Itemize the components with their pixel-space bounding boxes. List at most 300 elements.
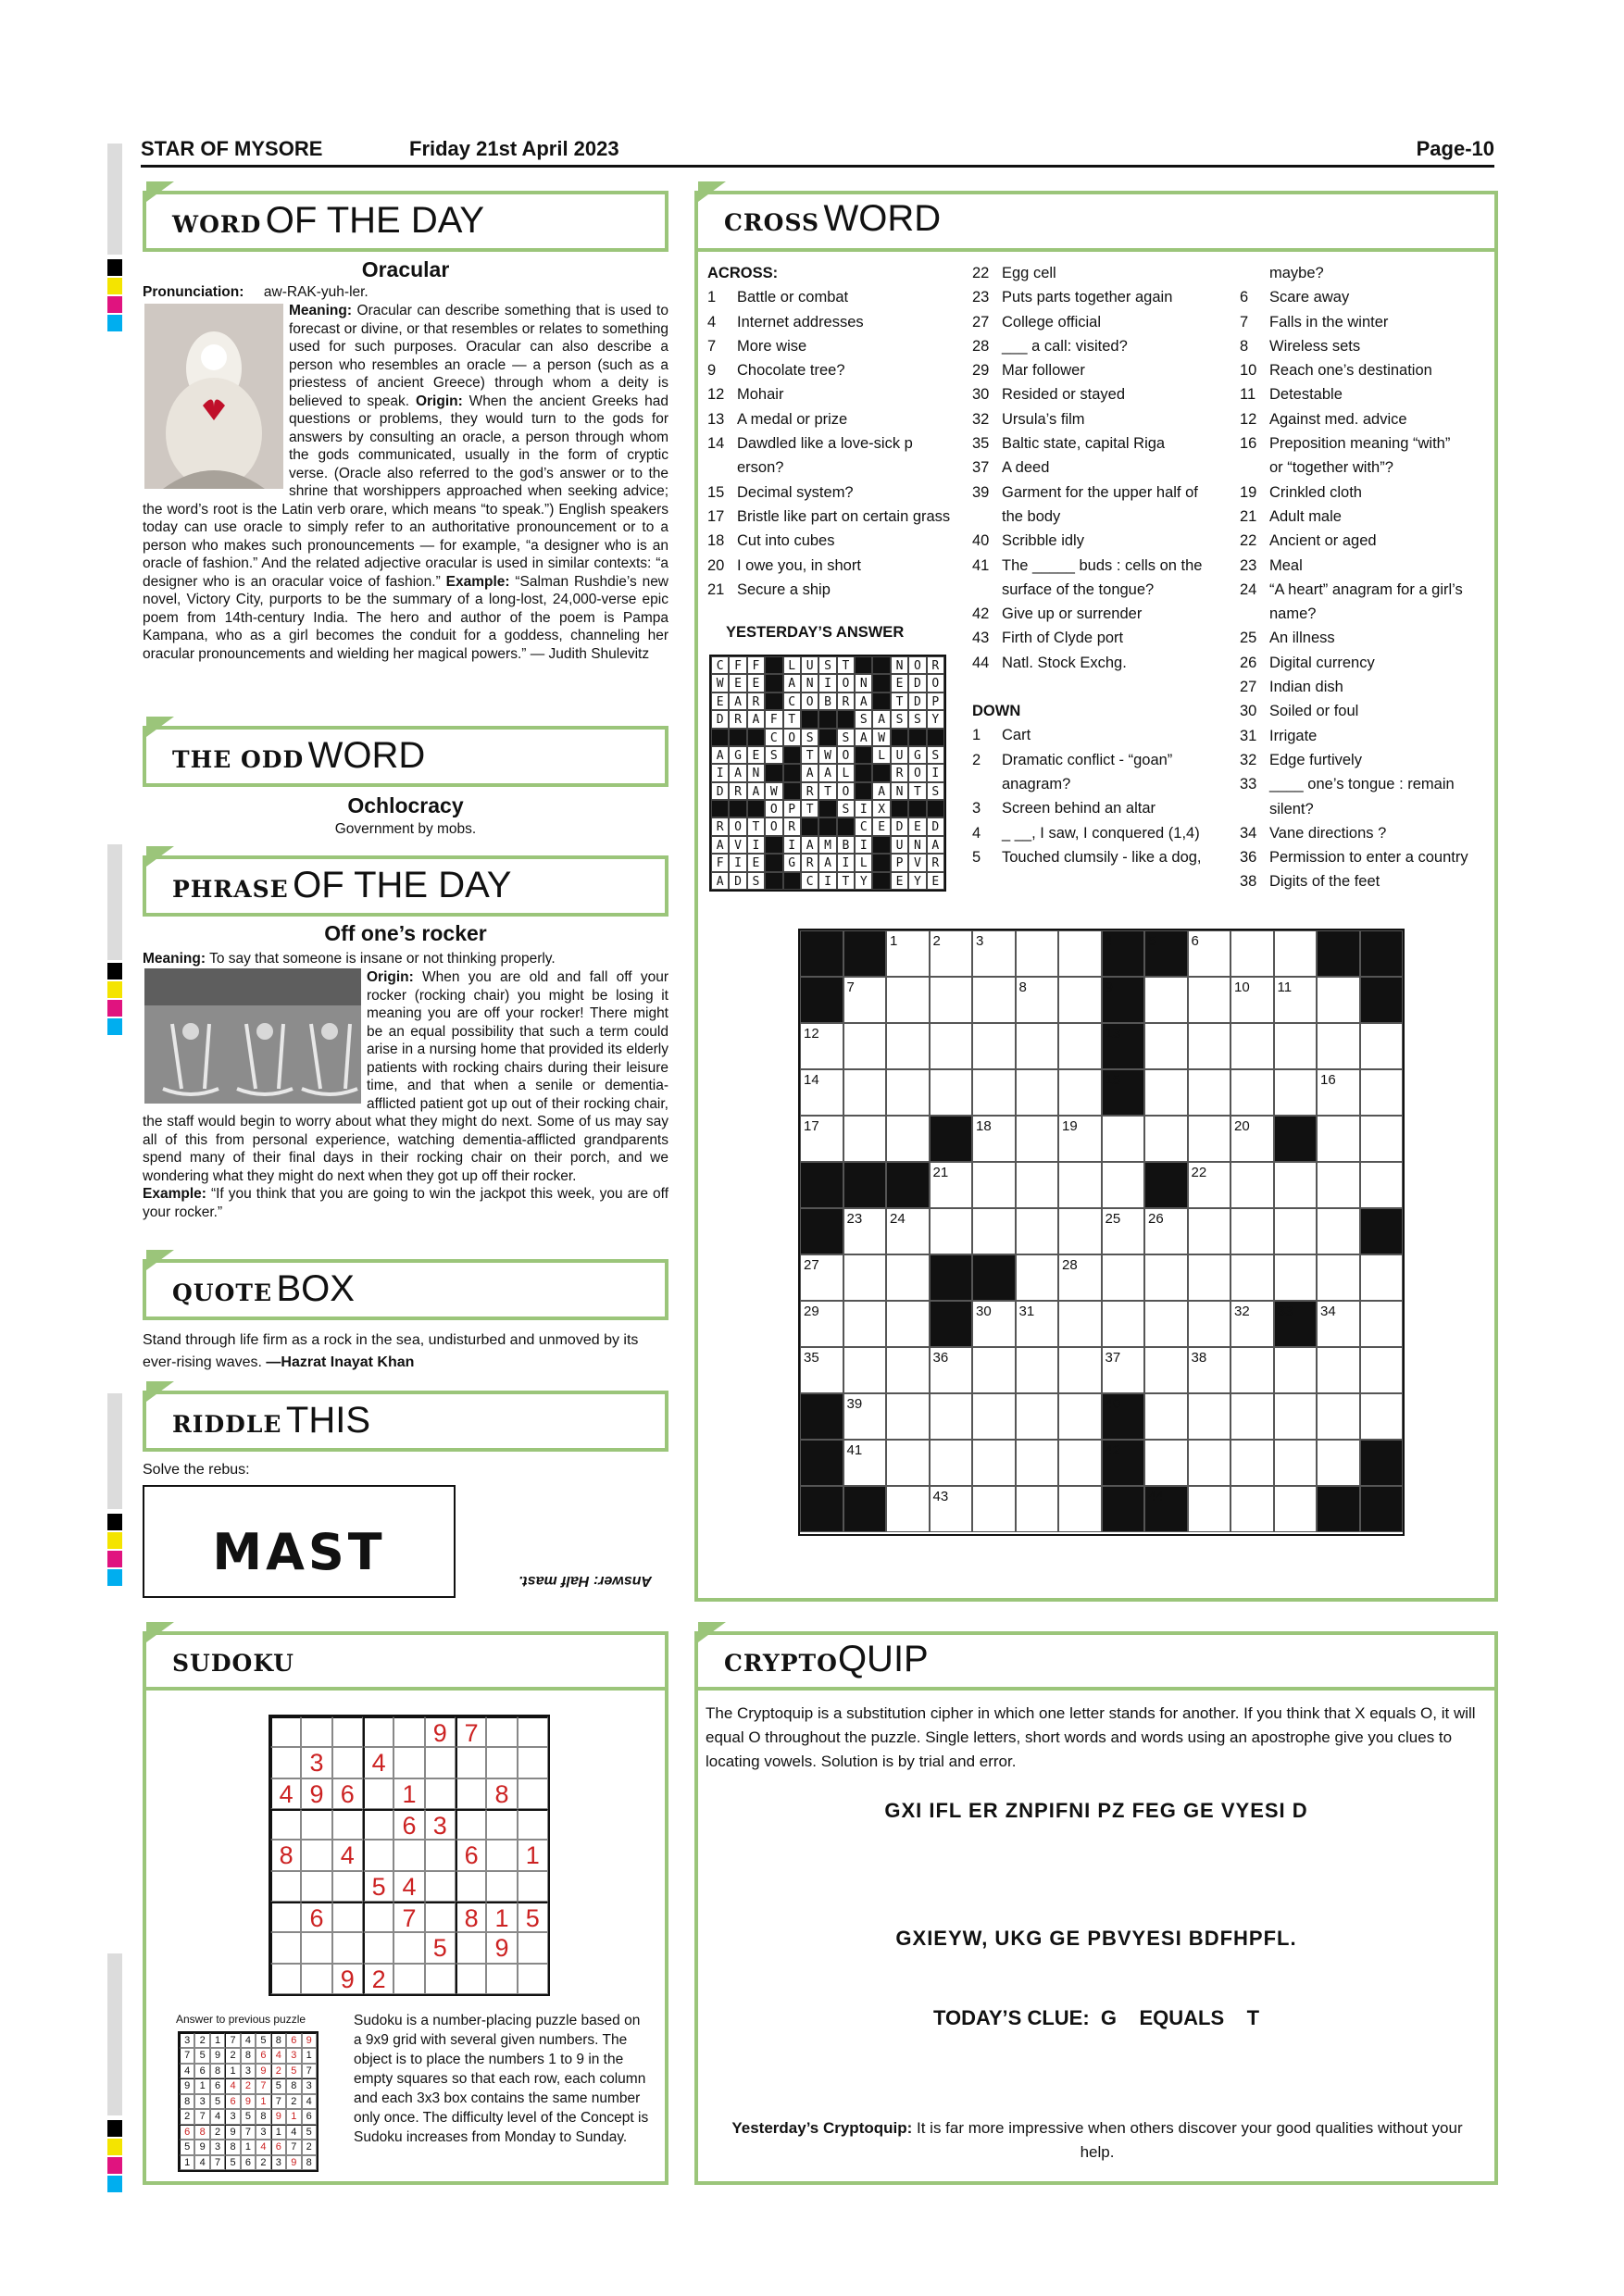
crossword-cell[interactable] xyxy=(1102,1208,1145,1254)
crossword-cell[interactable] xyxy=(1144,1440,1188,1486)
crossword-block xyxy=(1102,1440,1145,1486)
crossword-cell[interactable] xyxy=(800,1116,843,1162)
clue-text: Meal xyxy=(1269,556,1303,574)
crossword-cell[interactable] xyxy=(972,1023,1016,1069)
sudoku-title: SUDOKU xyxy=(172,1650,294,1677)
clue-number: 32 xyxy=(972,410,990,428)
sudoku-cell: 5 xyxy=(363,1871,394,1902)
crossword-cell[interactable] xyxy=(1144,1393,1188,1440)
clue-item xyxy=(1240,748,1485,772)
crossword-cell[interactable] xyxy=(1016,1301,1059,1347)
crossword-cell[interactable] xyxy=(930,1486,973,1532)
crossword-block xyxy=(1102,1023,1145,1069)
crossword-cell[interactable] xyxy=(1188,1069,1231,1116)
clue-text: Vane directions ? xyxy=(1269,824,1387,842)
crossword-cell[interactable] xyxy=(886,1116,930,1162)
answer-cell xyxy=(927,800,944,817)
across-clues-continued xyxy=(972,261,1218,869)
sudoku-answer-cell: 9 xyxy=(302,2033,317,2048)
sudoku-cell[interactable] xyxy=(486,1747,517,1778)
sudoku-cell[interactable] xyxy=(301,1964,331,1994)
sudoku-cell[interactable] xyxy=(270,1964,301,1994)
crossword-cell[interactable] xyxy=(1188,1347,1231,1393)
crossword-cell[interactable] xyxy=(1144,1116,1188,1162)
sudoku-cell[interactable] xyxy=(425,1964,456,1994)
crossword-cell[interactable] xyxy=(1058,977,1102,1023)
crossword-cell[interactable] xyxy=(972,1347,1016,1393)
sudoku-answer-cell: 1 xyxy=(302,2048,317,2063)
clue-item xyxy=(1240,431,1485,455)
crossword-cell[interactable] xyxy=(1317,1069,1360,1116)
sudoku-cell[interactable] xyxy=(518,1716,548,1747)
crossword-cell[interactable] xyxy=(1360,1116,1404,1162)
crossword-cell[interactable] xyxy=(886,1023,930,1069)
answer-cell: I xyxy=(783,836,801,854)
sudoku-cell[interactable] xyxy=(425,1778,456,1809)
answer-cell: R xyxy=(801,854,818,871)
clue-text: Firth of Clyde port xyxy=(1002,630,1124,647)
crossword-cell[interactable] xyxy=(800,1347,843,1393)
crossword-cell[interactable] xyxy=(1144,1301,1188,1347)
crossword-cell[interactable] xyxy=(972,1162,1016,1208)
crossword-cell[interactable] xyxy=(1058,1162,1102,1208)
crossword-cell[interactable] xyxy=(1188,1023,1231,1069)
sudoku-cell[interactable] xyxy=(456,1871,486,1902)
crossword-cell[interactable] xyxy=(972,1208,1016,1254)
crossword-cell[interactable] xyxy=(1360,1393,1404,1440)
crossword-cell[interactable] xyxy=(930,1440,973,1486)
cell-number: 23 xyxy=(846,1211,863,1227)
crossword-cell[interactable] xyxy=(1360,1162,1404,1208)
clue-item xyxy=(707,529,948,553)
crossword-cell[interactable] xyxy=(1230,1301,1274,1347)
sudoku-cell[interactable] xyxy=(270,1932,301,1963)
sudoku-answer-cell: 7 xyxy=(225,2033,240,2048)
crossword-cell[interactable] xyxy=(843,1023,887,1069)
crossword-block xyxy=(1102,1393,1145,1440)
crossword-block xyxy=(1102,1486,1145,1532)
crossword-cell[interactable] xyxy=(886,1486,930,1532)
sudoku-cell[interactable] xyxy=(332,1809,363,1840)
crossword-cell[interactable] xyxy=(886,1393,930,1440)
sudoku-answer-cell: 8 xyxy=(241,2048,256,2063)
clue-text: Ancient or aged xyxy=(1269,532,1377,550)
crossword-cell[interactable] xyxy=(1274,1393,1318,1440)
crossword-cell[interactable] xyxy=(1188,1116,1231,1162)
answer-cell xyxy=(837,817,855,835)
quote-title: QUOTE BOX xyxy=(172,1268,355,1309)
crossword-cell[interactable] xyxy=(800,1069,843,1116)
crossword-cell[interactable] xyxy=(1058,1486,1102,1532)
answer-cell xyxy=(872,764,890,781)
crossword-cell[interactable] xyxy=(1058,1116,1102,1162)
crossword-cell[interactable] xyxy=(1230,1486,1274,1532)
answer-cell: C xyxy=(765,729,782,746)
crossword-cell[interactable] xyxy=(930,1393,973,1440)
sudoku-cell[interactable] xyxy=(270,1747,301,1778)
sudoku-answer-cell: 1 xyxy=(286,2109,301,2124)
sudoku-cell[interactable] xyxy=(425,1902,456,1932)
sudoku-cell[interactable] xyxy=(518,1964,548,1994)
crossword-cell[interactable] xyxy=(1317,1301,1360,1347)
crossword-cell[interactable] xyxy=(972,1069,1016,1116)
crossword-cell[interactable] xyxy=(1016,1116,1059,1162)
crossword-cell[interactable] xyxy=(1102,1347,1145,1393)
answer-cell: P xyxy=(783,800,801,817)
crossword-cell[interactable] xyxy=(930,977,973,1023)
crossword-cell[interactable] xyxy=(886,1347,930,1393)
crossword-cell[interactable] xyxy=(1188,1208,1231,1254)
answer-cell: C xyxy=(711,656,729,674)
sudoku-cell[interactable] xyxy=(301,1809,331,1840)
sudoku-cell[interactable] xyxy=(518,1809,548,1840)
sudoku-cell[interactable] xyxy=(394,1840,424,1870)
crossword-cell[interactable] xyxy=(972,1440,1016,1486)
answer-cell: O xyxy=(837,782,855,800)
crossword-cell[interactable] xyxy=(1016,977,1059,1023)
sudoku-cell[interactable] xyxy=(518,1871,548,1902)
crossword-cell[interactable] xyxy=(843,977,887,1023)
clue-item xyxy=(1240,285,1485,309)
crossword-block xyxy=(843,930,887,977)
sudoku-cell[interactable] xyxy=(518,1778,548,1809)
crossword-cell[interactable] xyxy=(930,1162,973,1208)
answer-cell: S xyxy=(747,872,765,890)
sudoku-answer-cell: 6 xyxy=(210,2078,225,2093)
crossword-cell[interactable] xyxy=(800,1254,843,1301)
sudoku-cell[interactable] xyxy=(363,1932,394,1963)
crossword-cell[interactable] xyxy=(1058,1254,1102,1301)
crossword-cell[interactable] xyxy=(1058,1301,1102,1347)
crossword-cell[interactable] xyxy=(1317,1208,1360,1254)
crossword-cell[interactable] xyxy=(1230,1393,1274,1440)
crossword-cell[interactable] xyxy=(1274,1486,1318,1532)
crossword-cell[interactable] xyxy=(1230,1347,1274,1393)
clue-number: 38 xyxy=(1240,873,1257,891)
crossword-cell[interactable] xyxy=(1058,1069,1102,1116)
clue-text: Edge furtively xyxy=(1269,751,1362,768)
sudoku-cell[interactable] xyxy=(363,1778,394,1809)
crossword-cell[interactable] xyxy=(1360,1023,1404,1069)
clue-text: A deed xyxy=(1002,459,1050,477)
clue-number: 8 xyxy=(1240,337,1249,355)
sudoku-answer-cell: 1 xyxy=(256,2094,270,2109)
cell-number: 39 xyxy=(846,1396,863,1412)
sudoku-cell[interactable] xyxy=(363,1840,394,1870)
sudoku-cell[interactable] xyxy=(332,1902,363,1932)
crossword-cell[interactable] xyxy=(1144,1254,1188,1301)
crossword-cell[interactable] xyxy=(1360,1254,1404,1301)
cryptoquip-title: CRYPTOQUIP xyxy=(724,1639,929,1679)
sudoku-answer-cell: 1 xyxy=(194,2078,209,2093)
crossword-cell[interactable] xyxy=(886,1069,930,1116)
crossword-cell[interactable] xyxy=(1230,977,1274,1023)
crossword-cell[interactable] xyxy=(1016,1486,1059,1532)
answer-cell: R xyxy=(783,817,801,835)
sudoku-answer-cell: 7 xyxy=(194,2109,209,2124)
sudoku-cell[interactable] xyxy=(486,1871,517,1902)
clue-item xyxy=(972,602,1218,626)
clue-number: 34 xyxy=(1240,824,1257,842)
sudoku-cell[interactable] xyxy=(301,1716,331,1747)
crossword-cell[interactable] xyxy=(1360,1301,1404,1347)
crossword-cell[interactable] xyxy=(972,1301,1016,1347)
clue-text: Detestable xyxy=(1269,386,1343,404)
sudoku-cell[interactable] xyxy=(518,1747,548,1778)
crossword-cell[interactable] xyxy=(843,1208,887,1254)
crossword-cell[interactable] xyxy=(1102,1116,1145,1162)
crossword-cell[interactable] xyxy=(1144,977,1188,1023)
crossword-cell[interactable] xyxy=(1016,1162,1059,1208)
crossword-cell[interactable] xyxy=(800,1023,843,1069)
answer-cell: G xyxy=(729,746,746,764)
crossword-cell[interactable] xyxy=(1230,1069,1274,1116)
crossword-cell[interactable] xyxy=(1102,1301,1145,1347)
answer-cell xyxy=(765,836,782,854)
crossword-cell[interactable] xyxy=(1274,1347,1318,1393)
clue-item xyxy=(707,407,948,431)
crossword-cell[interactable] xyxy=(1230,1440,1274,1486)
sudoku-cell[interactable] xyxy=(425,1840,456,1870)
clue-item xyxy=(707,310,948,334)
sudoku-answer-cell: 9 xyxy=(180,2078,194,2093)
clue-item xyxy=(707,358,948,382)
crossword-cell[interactable] xyxy=(1058,1208,1102,1254)
answer-cell xyxy=(855,656,872,674)
answer-cell: E xyxy=(747,746,765,764)
crossword-cell[interactable] xyxy=(1188,1393,1231,1440)
sudoku-cell[interactable] xyxy=(518,1932,548,1963)
sudoku-cell[interactable] xyxy=(363,1809,394,1840)
sudoku-answer-cell: 6 xyxy=(225,2094,240,2109)
crossword-cell[interactable] xyxy=(800,1301,843,1347)
sudoku-cell[interactable] xyxy=(486,1716,517,1747)
sudoku-cell[interactable] xyxy=(456,1964,486,1994)
sudoku-cell[interactable] xyxy=(456,1778,486,1809)
crossword-cell[interactable] xyxy=(1102,1254,1145,1301)
clue-text: anagram? xyxy=(1002,775,1071,792)
crossword-cell[interactable] xyxy=(1058,930,1102,977)
crossword-cell[interactable] xyxy=(1188,1440,1231,1486)
crossword-cell[interactable] xyxy=(1230,1023,1274,1069)
crossword-cell[interactable] xyxy=(1230,1116,1274,1162)
sudoku-cell[interactable] xyxy=(270,1902,301,1932)
crossword-cell[interactable] xyxy=(1058,1347,1102,1393)
crossword-cell[interactable] xyxy=(1188,1162,1231,1208)
sudoku-cell[interactable] xyxy=(270,1809,301,1840)
crossword-block xyxy=(800,1486,843,1532)
crossword-cell[interactable] xyxy=(1188,1301,1231,1347)
answer-cell: P xyxy=(891,854,908,871)
sudoku-cell[interactable] xyxy=(486,1840,517,1870)
crossword-cell[interactable] xyxy=(843,1393,887,1440)
crossword-cell[interactable] xyxy=(1102,1162,1145,1208)
crossword-cell[interactable] xyxy=(1144,1069,1188,1116)
crossword-cell[interactable] xyxy=(1317,1440,1360,1486)
crossword-cell[interactable] xyxy=(972,977,1016,1023)
sudoku-cell[interactable] xyxy=(332,1747,363,1778)
crossword-cell[interactable] xyxy=(1274,1069,1318,1116)
crossword-cell[interactable] xyxy=(1016,1393,1059,1440)
clue-text: Mohair xyxy=(737,386,784,404)
sudoku-cell[interactable] xyxy=(332,1932,363,1963)
crossword-cell[interactable] xyxy=(1274,1208,1318,1254)
crossword-cell[interactable] xyxy=(1274,1023,1318,1069)
crossword-cell[interactable] xyxy=(972,1116,1016,1162)
crossword-cell[interactable] xyxy=(1230,1254,1274,1301)
answer-cell: A xyxy=(747,782,765,800)
crossword-cell[interactable] xyxy=(1230,1208,1274,1254)
sudoku-cell[interactable] xyxy=(486,1809,517,1840)
crossword-cell[interactable] xyxy=(972,930,1016,977)
answer-cell: S xyxy=(891,710,908,728)
crossword-cell[interactable] xyxy=(1188,1254,1231,1301)
crossword-cell[interactable] xyxy=(1016,1440,1059,1486)
crossword-cell[interactable] xyxy=(972,1486,1016,1532)
sudoku-answer-cell: 7 xyxy=(256,2078,270,2093)
phrase-body: Origin: When you are old and fall off your rocker (rocking chair) you might be losing it meaning you are off your rocker! There might be an equal possibility that such a term could arise in a nursing home that provided its elderly patients with rocking chairs during their leisure time, and that when a senile or dementia-afflicted patient got up out of their rocking chair, the staff would begin to worry about what they might do next. Some of us may say all of this from personal experience, watching dementia-afflicted grandparents spend many of their final days in their rocking chair on their porch, and we wondering what they might do next when they got up off their rocker. Example: “If you think that you are going to win the jackpot this week, you are off your rocker.” xyxy=(143,969,668,1220)
clue-text: the body xyxy=(1002,507,1061,525)
crossword-cell[interactable] xyxy=(1274,1440,1318,1486)
crossword-block xyxy=(800,977,843,1023)
sudoku-cell[interactable] xyxy=(301,1871,331,1902)
crossword-cell[interactable] xyxy=(930,1347,973,1393)
answer-cell: I xyxy=(747,836,765,854)
crossword-cell[interactable] xyxy=(1016,1347,1059,1393)
sudoku-cell[interactable] xyxy=(425,1871,456,1902)
sudoku-cell[interactable] xyxy=(394,1747,424,1778)
crossword-cell[interactable] xyxy=(1230,1162,1274,1208)
sudoku-answer-cell: 5 xyxy=(302,2125,317,2140)
sudoku-cell[interactable] xyxy=(270,1871,301,1902)
sudoku-cell: 1 xyxy=(394,1778,424,1809)
crossword-cell[interactable] xyxy=(1058,1023,1102,1069)
crossword-cell[interactable] xyxy=(886,930,930,977)
clue-text: Battle or combat xyxy=(737,289,849,306)
sudoku-cell[interactable] xyxy=(301,1840,331,1870)
crossword-cell[interactable] xyxy=(930,1208,973,1254)
header-flag xyxy=(146,1250,174,1270)
crossword-cell[interactable] xyxy=(843,1254,887,1301)
crossword-cell[interactable] xyxy=(1317,1162,1360,1208)
answer-cell: T xyxy=(908,782,926,800)
sudoku-cell[interactable] xyxy=(363,1902,394,1932)
crossword-cell[interactable] xyxy=(886,1254,930,1301)
crossword-cell[interactable] xyxy=(930,1069,973,1116)
crossword-cell[interactable] xyxy=(1144,1347,1188,1393)
answer-cell: Y xyxy=(927,710,944,728)
sudoku-cell: 8 xyxy=(270,1840,301,1870)
word-of-day-title: WORD OF THE DAY xyxy=(172,200,485,241)
crossword-cell[interactable] xyxy=(1360,1069,1404,1116)
crossword-cell[interactable] xyxy=(1317,1393,1360,1440)
sudoku-cell[interactable] xyxy=(332,1871,363,1902)
crossword-cell[interactable] xyxy=(1016,1069,1059,1116)
sudoku-cell: 4 xyxy=(394,1871,424,1902)
clue-text: Adult male xyxy=(1269,507,1342,525)
cell-number: 31 xyxy=(1018,1304,1035,1319)
crossword-cell[interactable] xyxy=(930,930,973,977)
answer-cell: E xyxy=(872,817,890,835)
crossword-cell[interactable] xyxy=(1274,977,1318,1023)
crossword-cell[interactable] xyxy=(1016,930,1059,977)
sudoku-cell[interactable] xyxy=(301,1932,331,1963)
rebus-box xyxy=(143,1485,456,1598)
crossword-cell[interactable] xyxy=(843,1347,887,1393)
sudoku-cell[interactable] xyxy=(456,1809,486,1840)
sudoku-cell[interactable] xyxy=(456,1747,486,1778)
crossword-cell[interactable] xyxy=(1144,1023,1188,1069)
crossword-cell[interactable] xyxy=(886,1440,930,1486)
crossword-cell[interactable] xyxy=(1317,977,1360,1023)
crossword-cell[interactable] xyxy=(843,1116,887,1162)
sudoku-cell[interactable] xyxy=(394,1932,424,1963)
crossword-cell[interactable] xyxy=(1016,1254,1059,1301)
crossword-cell[interactable] xyxy=(972,1393,1016,1440)
crossword-cell[interactable] xyxy=(930,1023,973,1069)
crossword-cell[interactable] xyxy=(1016,1208,1059,1254)
odd-word-title: THE ODD WORD xyxy=(172,735,426,776)
answer-cell: U xyxy=(891,746,908,764)
sudoku-cell: 3 xyxy=(301,1747,331,1778)
crossword-cell[interactable] xyxy=(1317,1347,1360,1393)
answer-cell: A xyxy=(855,729,872,746)
answer-cell: D xyxy=(908,674,926,692)
clue-number: 25 xyxy=(1240,630,1257,647)
crossword-cell[interactable] xyxy=(1317,1023,1360,1069)
clue-text: An illness xyxy=(1269,630,1335,647)
crossword-cell[interactable] xyxy=(1317,1116,1360,1162)
crossword-cell[interactable] xyxy=(1274,1162,1318,1208)
crossword-cell[interactable] xyxy=(1230,930,1274,977)
crossword-cell[interactable] xyxy=(1274,930,1318,977)
crossword-cell[interactable] xyxy=(1144,1208,1188,1254)
crossword-cell[interactable] xyxy=(1188,930,1231,977)
crossword-cell[interactable] xyxy=(886,977,930,1023)
clue-number: 29 xyxy=(972,362,990,380)
crossword-cell[interactable] xyxy=(1058,1440,1102,1486)
crossword-cell[interactable] xyxy=(1188,977,1231,1023)
answer-cell: T xyxy=(818,782,836,800)
sudoku-answer-cell: 3 xyxy=(210,2140,225,2154)
crossword-cell[interactable] xyxy=(1317,1254,1360,1301)
cryptoquip-line-2: GXIEYW, UKG GE PBVYESI BDFHPFL. xyxy=(895,1927,1297,1950)
sudoku-cell[interactable] xyxy=(363,1716,394,1747)
crossword-cell[interactable] xyxy=(1274,1254,1318,1301)
answer-cell: E xyxy=(747,674,765,692)
sudoku-cell[interactable] xyxy=(394,1964,424,1994)
clue-text: Crinkled cloth xyxy=(1269,483,1362,501)
crossword-cell[interactable] xyxy=(886,1301,930,1347)
sudoku-cell[interactable] xyxy=(456,1932,486,1963)
crossword-cell[interactable] xyxy=(843,1301,887,1347)
answer-cell: S xyxy=(837,800,855,817)
crossword-cell[interactable] xyxy=(1016,1023,1059,1069)
cell-number: 38 xyxy=(1191,1350,1207,1366)
crossword-cell[interactable] xyxy=(1058,1393,1102,1440)
sudoku-cell[interactable] xyxy=(332,1716,363,1747)
crossword-cell[interactable] xyxy=(1188,1486,1231,1532)
crossword-cell[interactable] xyxy=(843,1069,887,1116)
clue-item xyxy=(972,310,1218,334)
crossword-cell[interactable] xyxy=(843,1440,887,1486)
sudoku-cell[interactable] xyxy=(425,1747,456,1778)
crossword-cell[interactable] xyxy=(886,1208,930,1254)
crossword-cell[interactable] xyxy=(1360,1347,1404,1393)
sudoku-cell[interactable] xyxy=(486,1964,517,1994)
sudoku-cell[interactable] xyxy=(270,1716,301,1747)
sudoku-cell[interactable] xyxy=(394,1716,424,1747)
